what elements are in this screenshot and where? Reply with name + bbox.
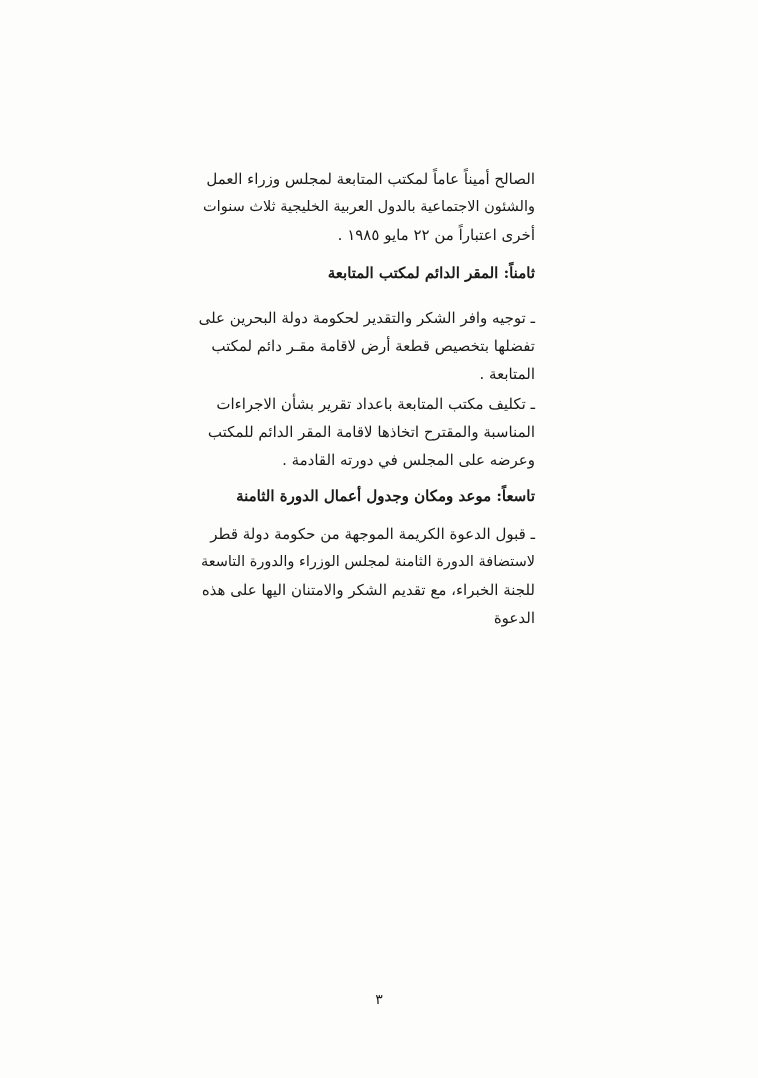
section-eighth-heading: ثامناً: المقر الدائم لمكتب المتابعة	[327, 264, 535, 282]
paragraph-line: وعرضه على المجلس في دورته القادمة .	[282, 451, 535, 469]
section-ninth-heading: تاسعاً: موعد ومكان وجدول أعمال الدورة الثامنة	[236, 487, 535, 505]
paragraph-line: المتابعة .	[479, 365, 535, 383]
intro-line-2: والشئون الاجتماعية بالدول العربية الخليجية ثلاث سنوات	[203, 199, 535, 215]
intro-paragraph	[195, 165, 535, 249]
section-eighth-item-2	[195, 390, 535, 474]
paragraph-line: ـ تكليف مكتب المتابعة باعداد تقرير بشأن الاجراءات	[216, 395, 535, 413]
paragraph-line: المناسبة والمقترح اتخاذها لاقامة المقر الدائم للمكتب	[207, 423, 535, 441]
paragraph-line: لاستضافة الدورة الثامنة لمجلس الوزراء والدورة التاسعة	[200, 554, 535, 570]
section-eighth-item-1	[195, 304, 535, 388]
intro-line-3: أخرى اعتباراً من ٢٢ مايو ١٩٨٥ .	[337, 226, 535, 244]
intro-line-1: الصالح أميناً عاماً لمكتب المتابعة لمجلس وزراء العمل	[206, 170, 535, 188]
paragraph-line: ـ توجيه وافر الشكر والتقدير لحكومة دولة البحرين على	[198, 309, 535, 327]
page-number: ٣	[375, 992, 383, 1008]
paragraph-line: تفضلها بتخصيص قطعة أرض لاقامة مقـر دائم لمكتب	[211, 337, 535, 355]
paragraph-line: ـ قبول الدعوة الكريمة الموجهة من حكومة دولة قطر	[210, 525, 535, 543]
paragraph-line: الدعوة	[493, 609, 535, 627]
section-ninth-item-1	[195, 520, 535, 632]
paragraph-line: للجنة الخبراء، مع تقديم الشكر والامتنان اليها على هذه	[201, 581, 535, 599]
